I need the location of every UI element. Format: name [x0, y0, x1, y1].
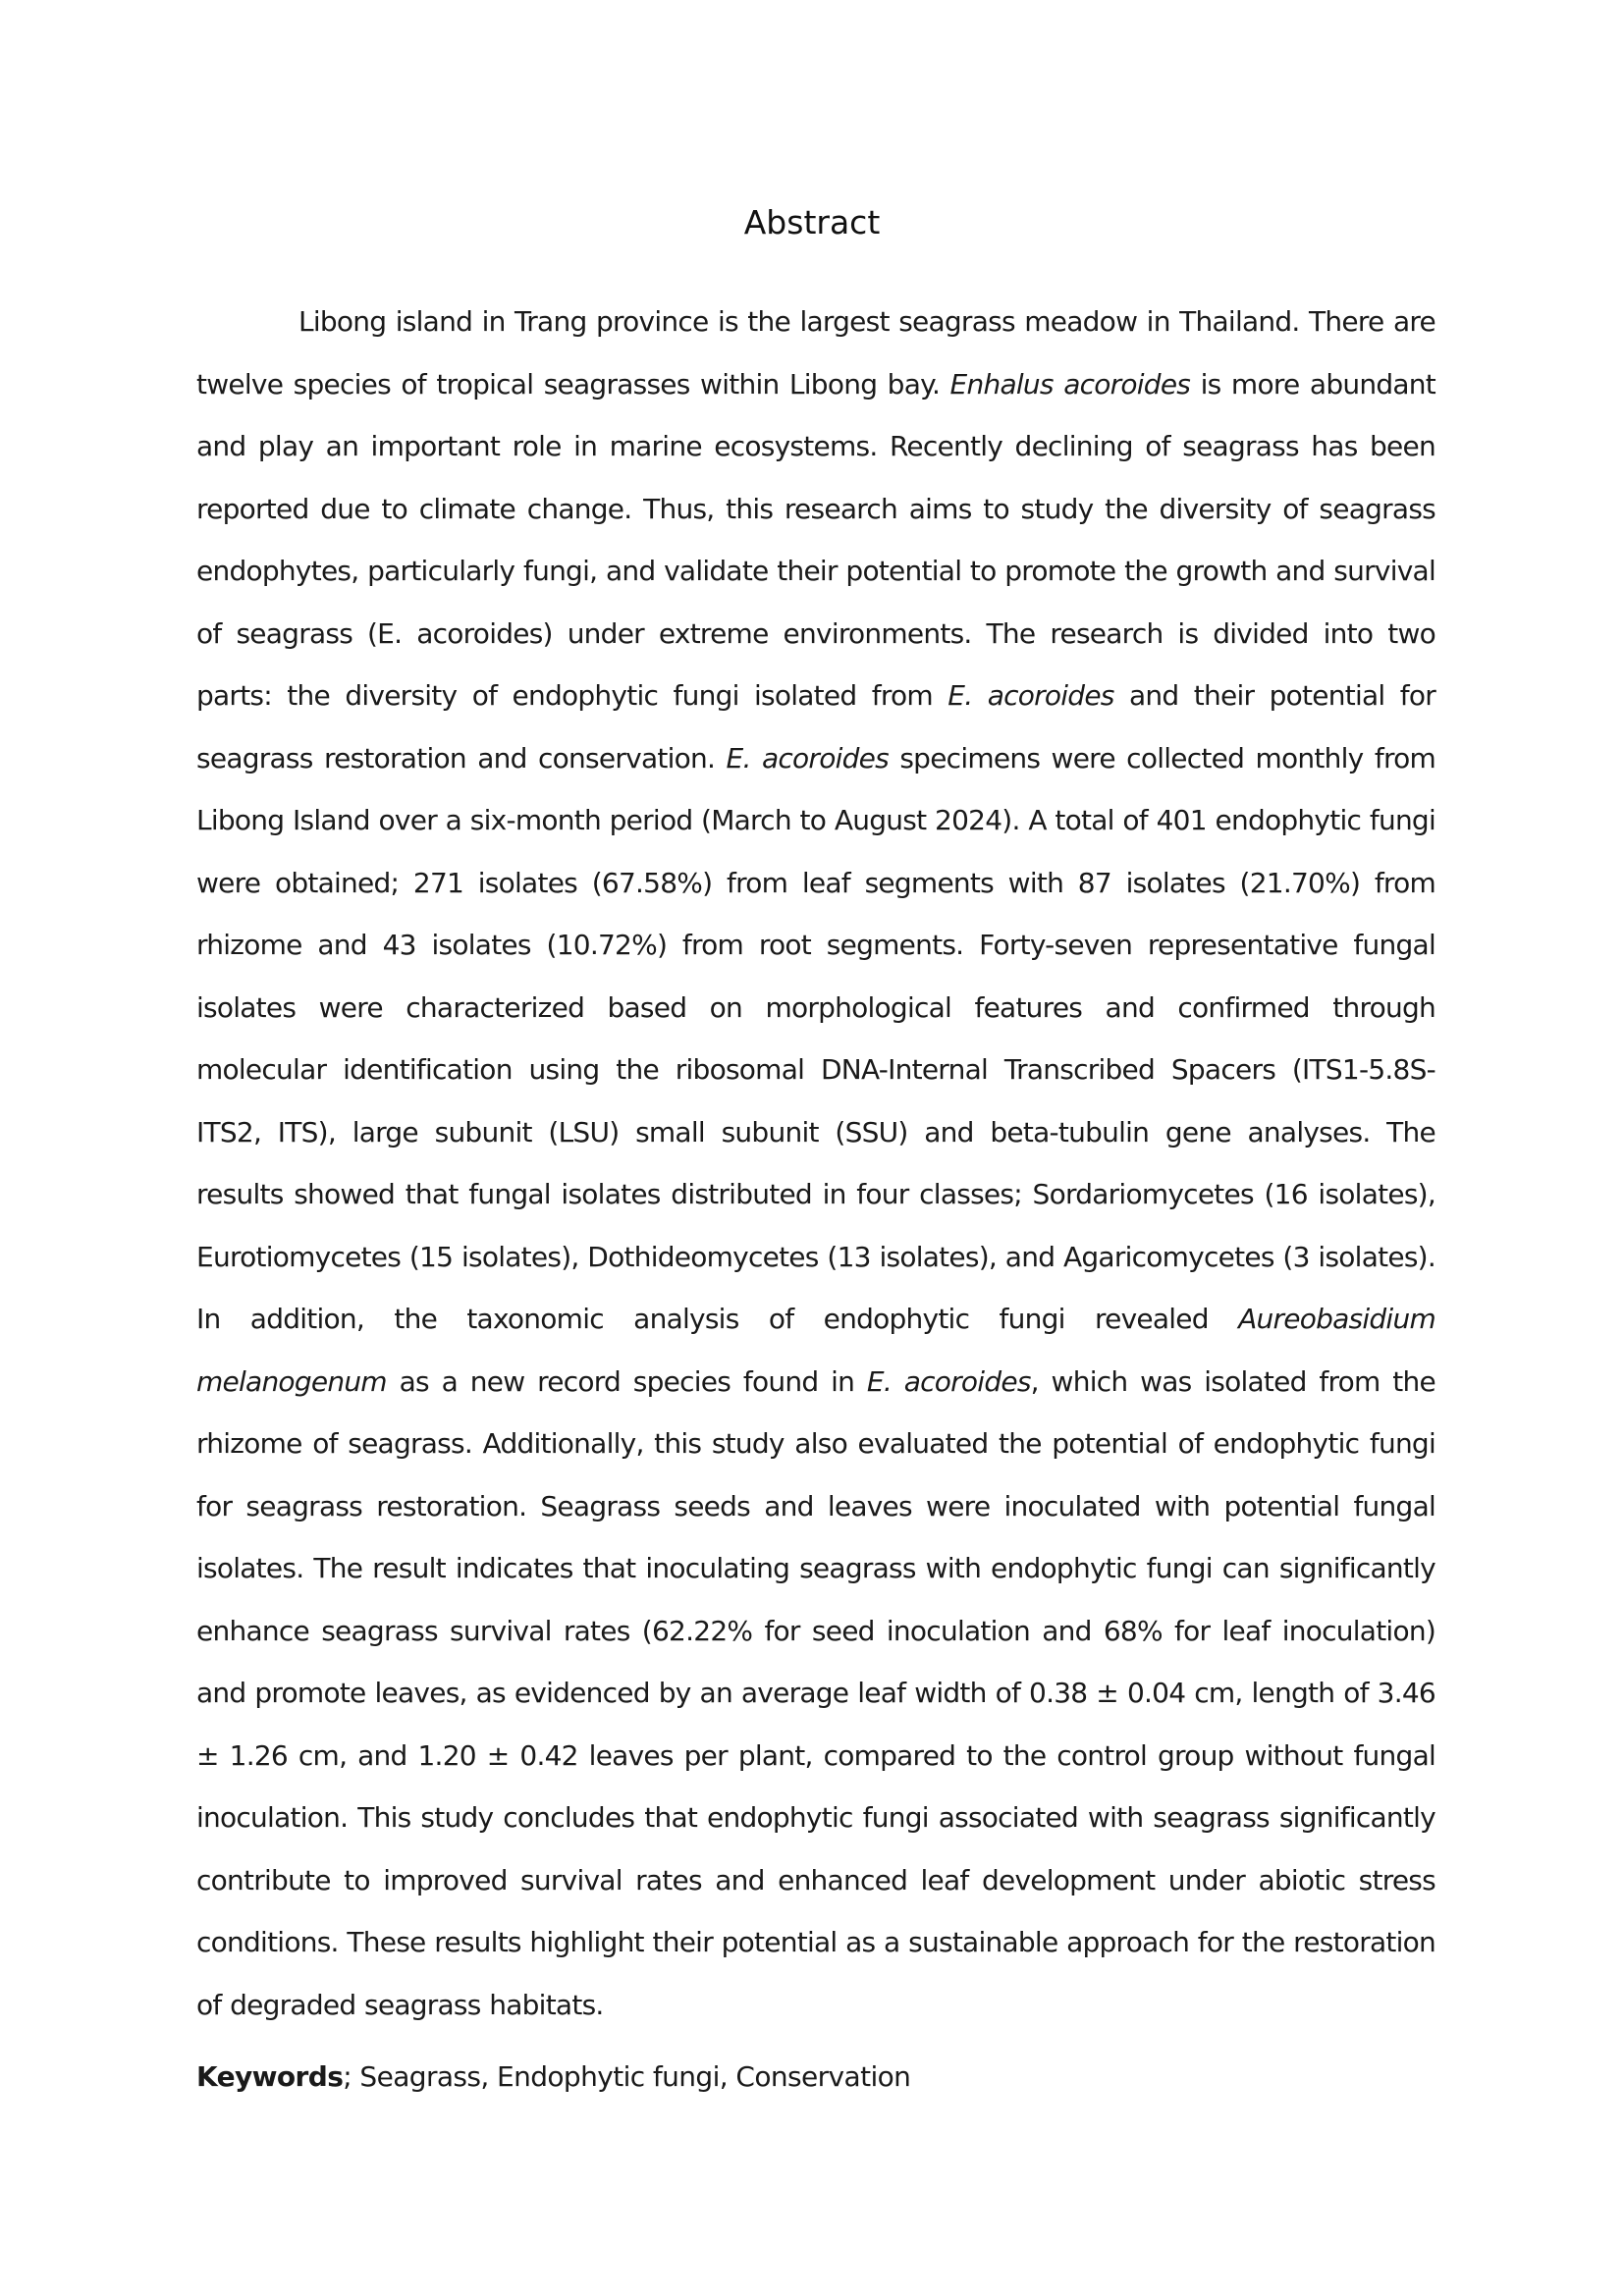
abstract-text-2: is more abundant and play an important role in marine ecosystems. Recently declining of seagrass has been reported due to climate change. Thus, this research aims to study the diversity of seagrass endophytes, particularly fungi, and validate their potential to promote the growth and survival of seagrass (E. acoroides) under extreme environments. The research is divided into two parts: the diversity of endophytic fungi isolated from	[196, 367, 1435, 712]
abstract-text-6: , which was isolated from the rhizome of seagrass. Additionally, this study also evaluated the potential of endophytic fungi for seagrass restoration. Seagrass seeds and leaves were inoculated with potential fungal isolates. The result indicates that inoculating seagrass with endophytic fungi can significantly enhance seagrass survival rates (62.22% for seed inoculation and 68% for leaf inoculation) and promote leaves, as evidenced by an average leaf width of 0.38 ± 0.04 cm, length of 3.46 ± 1.26 cm, and 1.20 ± 0.42 leaves per plant, compared to the control group without fungal inoculation. This study concludes that endophytic fungi associated with seagrass significantly contribute to improved survival rates and enhanced leaf development under abiotic stress conditions. These results highlight their potential as a sustainable approach for the restoration of degraded seagrass habitats.	[196, 1364, 1436, 2021]
abstract-paragraph	[196, 291, 1435, 2036]
species-name: E. acoroides	[866, 1364, 1031, 1398]
keywords-text: ; Seagrass, Endophytic fungi, Conservation	[343, 2060, 911, 2093]
abstract-text-5: as a new record species found in	[386, 1364, 867, 1398]
species-name: Aureobasidium melanogenum	[196, 1303, 1435, 1398]
keywords-line	[196, 2056, 1435, 2099]
abstract-text-3: and their potential for seagrass restoration and conservation.	[196, 679, 1436, 774]
abstract-text-4: specimens were collected monthly from Libong Island over a six-month period (March to August 2024). A total of 401 endophytic fungi were obtained; 271 isolates (67.58%) from leaf segments with 87 isolates (21.70%) from rhizome and 43 isolates (10.72%) from root segments. Forty-seven representative fungal isolates were characterized based on morphological features and confirmed through molecular identification using the ribosomal DNA-Internal Transcribed Spacers (ITS1-5.8S-ITS2, ITS), large subunit (LSU) small subunit (SSU) and beta-tubulin gene analyses. The results showed that fungal isolates distributed in four classes; Sordariomycetes (16 isolates), Eurotiomycetes (15 isolates), Dothideomycetes (13 isolates), and Agaricomycetes (3 isolates). In addition, the taxonomic analysis of endophytic fungi revealed	[196, 741, 1436, 1335]
species-name: E. acoroides	[726, 741, 889, 774]
page-title: Abstract	[743, 203, 881, 241]
keywords-label: Keywords	[196, 2060, 344, 2093]
species-name: E. acoroides	[947, 679, 1114, 712]
species-name: Enhalus acoroides	[949, 367, 1191, 400]
abstract-text-1: Libong island in Trang province is the largest seagrass meadow in Thailand. There are twelve species of tropical seagrasses within Libong bay.	[196, 305, 1435, 400]
